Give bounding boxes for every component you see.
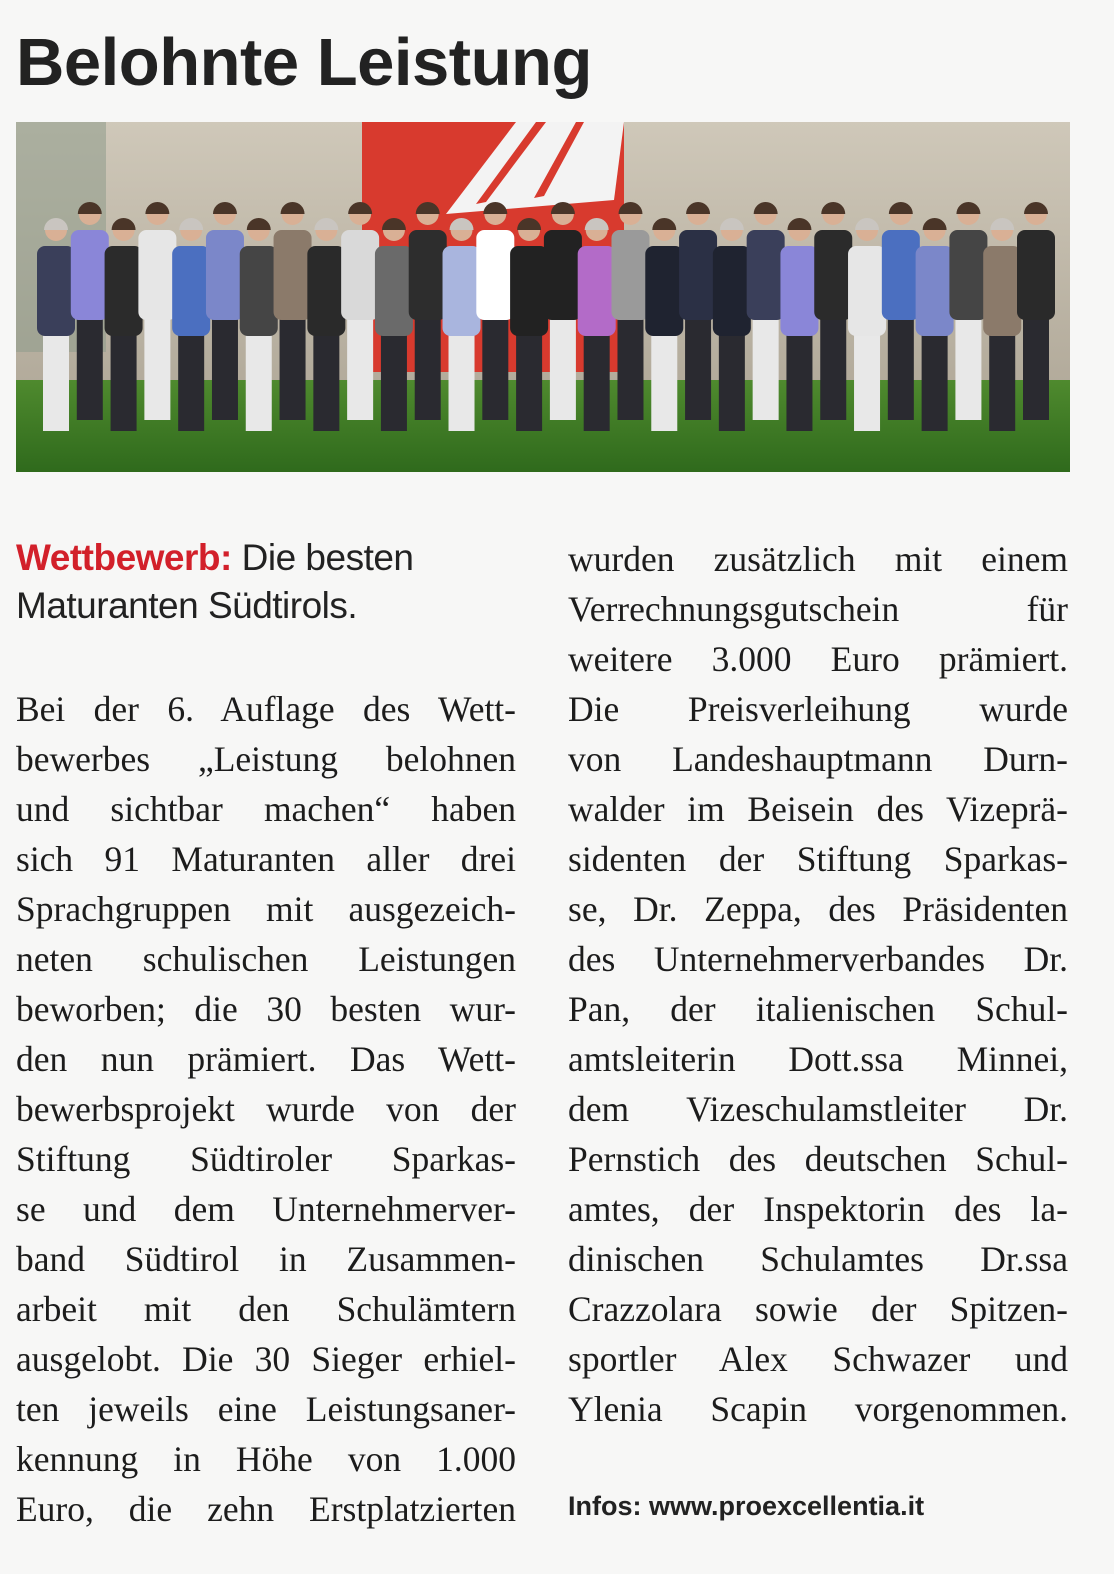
body-line: Ylenia Scapin vorgenommen. — [568, 1389, 1068, 1429]
body-line: walder im Beisein des Vizeprä- — [568, 789, 1068, 829]
body-line: amtsleiterin Dott.ssa Minnei, — [568, 1039, 1068, 1079]
body-line: se und dem Unternehmerver- — [16, 1189, 516, 1229]
body-line: dinischen Schulamtes Dr.ssa — [568, 1239, 1068, 1279]
body-line: neten schulischen Leistungen — [16, 939, 516, 979]
body-line: Bei der 6. Auflage des Wett- — [16, 689, 516, 729]
body-line: sidenten der Stiftung Sparkas- — [568, 839, 1068, 879]
lead-kicker: Wettbewerb: — [16, 537, 232, 578]
body-line: Pernstich des deutschen Schul- — [568, 1139, 1068, 1179]
body-line: Verrechnungsgutschein für — [568, 589, 1068, 629]
body-line: Euro, die zehn Erstplatzierten — [16, 1489, 516, 1529]
body-line: ten jeweils eine Leistungsaner- — [16, 1389, 516, 1429]
body-line: wurden zusätzlich mit einem — [568, 539, 1068, 579]
body-line: sich 91 Maturanten aller drei — [16, 839, 516, 879]
body-line: beworben; die 30 besten wur- — [16, 989, 516, 1029]
body-line: arbeit mit den Schulämtern — [16, 1289, 516, 1329]
article-title: Belohnte Leistung — [16, 25, 592, 100]
body-line: von Landeshauptmann Durn- — [568, 739, 1068, 779]
body-line: ausgelobt. Die 30 Sieger erhiel- — [16, 1339, 516, 1379]
body-line: Stiftung Südtiroler Sparkas- — [16, 1139, 516, 1179]
body-column-2 — [568, 534, 1068, 1434]
body-line: den nun prämiert. Das Wett- — [16, 1039, 516, 1079]
body-line: kennung in Höhe von 1.000 — [16, 1439, 516, 1479]
body-line: Die Preisverleihung wurde — [568, 689, 1068, 729]
body-line: Sprachgruppen mit ausgezeich- — [16, 889, 516, 929]
article-lead — [16, 534, 516, 630]
body-line: bewerbes „Leistung belohnen — [16, 739, 516, 779]
body-column-1 — [16, 684, 516, 1534]
group-photo — [16, 122, 1070, 472]
body-line: des Unternehmerverbandes Dr. — [568, 939, 1068, 979]
lead-text: Die besten Maturanten Südtirols. — [16, 537, 414, 626]
body-line: Pan, der italienischen Schul- — [568, 989, 1068, 1029]
body-line: bewerbsprojekt wurde von der — [16, 1089, 516, 1129]
body-line: dem Vizeschulamstleiter Dr. — [568, 1089, 1068, 1129]
body-line: se, Dr. Zeppa, des Präsidenten — [568, 889, 1068, 929]
body-line: sportler Alex Schwazer und — [568, 1339, 1068, 1379]
body-line: Crazzolara sowie der Spitzen- — [568, 1289, 1068, 1329]
body-line: weitere 3.000 Euro prämiert. — [568, 639, 1068, 679]
info-link[interactable]: Infos: www.proexcellentia.it — [568, 1491, 925, 1521]
body-line: amtes, der Inspektorin des la- — [568, 1189, 1068, 1229]
body-line: band Südtirol in Zusammen- — [16, 1239, 516, 1279]
body-line: und sichtbar machen“ haben — [16, 789, 516, 829]
